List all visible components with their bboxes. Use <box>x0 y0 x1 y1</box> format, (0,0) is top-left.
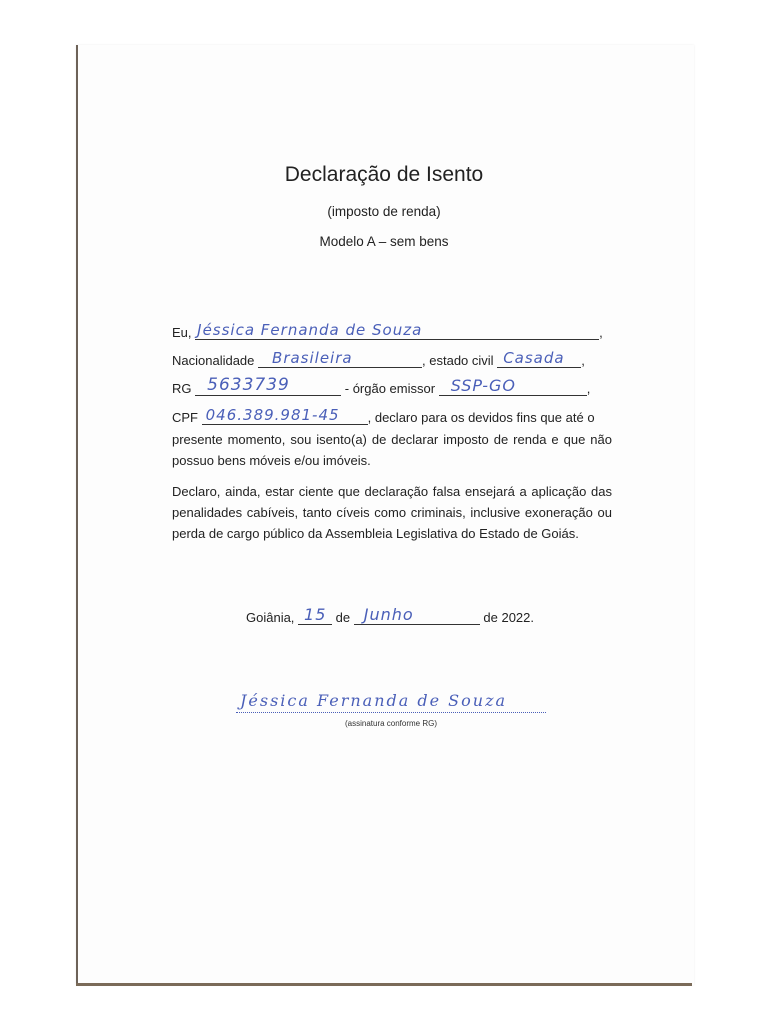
civil-field[interactable] <box>497 349 581 368</box>
civil-comma: , <box>581 353 585 368</box>
month-value: Junho <box>363 605 414 624</box>
date-de: de <box>335 610 351 625</box>
signature-block <box>236 690 546 728</box>
rg-field[interactable] <box>195 375 341 396</box>
rg-value: 5633739 <box>207 375 290 395</box>
date-city: Goiânia, <box>246 610 295 625</box>
cpf-rest-text: , declaro para os devidos fins que até o <box>367 410 595 425</box>
declaration-paragraph-2 <box>172 481 612 544</box>
civil-label: , estado civil <box>422 353 494 368</box>
declaration-text-1: presente momento, sou isento(a) de declarar imposto de renda e que não possuo bens móveis e/ou imóveis. <box>172 432 612 468</box>
day-field[interactable] <box>298 605 332 625</box>
declaration-text-2: Declaro, ainda, estar ciente que declaração falsa ensejará a aplicação das penalidades cabíveis, tanto cíveis como criminais, inclusive exoneração ou perda de cargo público da Assembleia Legislativa do Estado de Goiás. <box>172 484 612 541</box>
nationality-line <box>172 349 585 368</box>
cpf-label: CPF <box>172 410 198 425</box>
name-value: Jéssica Fernanda de Souza <box>197 321 423 339</box>
issuer-field[interactable] <box>439 376 587 396</box>
cpf-value: 046.389.981-45 <box>205 406 340 424</box>
document-subtitle: (imposto de renda) <box>327 204 441 219</box>
name-comma: , <box>599 325 603 340</box>
day-value: 15 <box>304 605 327 624</box>
signature-caption: (assinatura conforme RG) <box>344 719 438 728</box>
signature-handwritten: Jéssica Fernanda de Souza <box>240 691 508 710</box>
civil-value: Casada <box>503 349 565 367</box>
nationality-field[interactable] <box>258 349 422 368</box>
cpf-line <box>172 406 595 425</box>
issuer-comma: , <box>586 381 591 396</box>
date-year: de 2022. <box>483 610 534 625</box>
cpf-field[interactable] <box>202 406 368 425</box>
rg-label: RG <box>172 381 192 396</box>
rg-line <box>172 375 591 396</box>
eu-label: Eu, <box>172 325 192 340</box>
nationality-value: Brasileira <box>272 349 353 367</box>
issuer-value: SSP-GO <box>450 376 516 395</box>
name-field[interactable] <box>195 321 599 340</box>
nationality-label: Nacionalidade <box>172 353 255 368</box>
declaration-paragraph-1 <box>172 429 612 471</box>
signature-line[interactable] <box>236 690 546 713</box>
date-line <box>246 605 534 625</box>
issuer-label: - órgão emissor <box>344 381 436 396</box>
name-line <box>172 321 603 340</box>
document-title: Declaração de Isento <box>284 163 484 186</box>
paper-edge <box>76 983 692 986</box>
month-field[interactable] <box>354 605 480 625</box>
document-model: Modelo A – sem bens <box>319 234 449 249</box>
